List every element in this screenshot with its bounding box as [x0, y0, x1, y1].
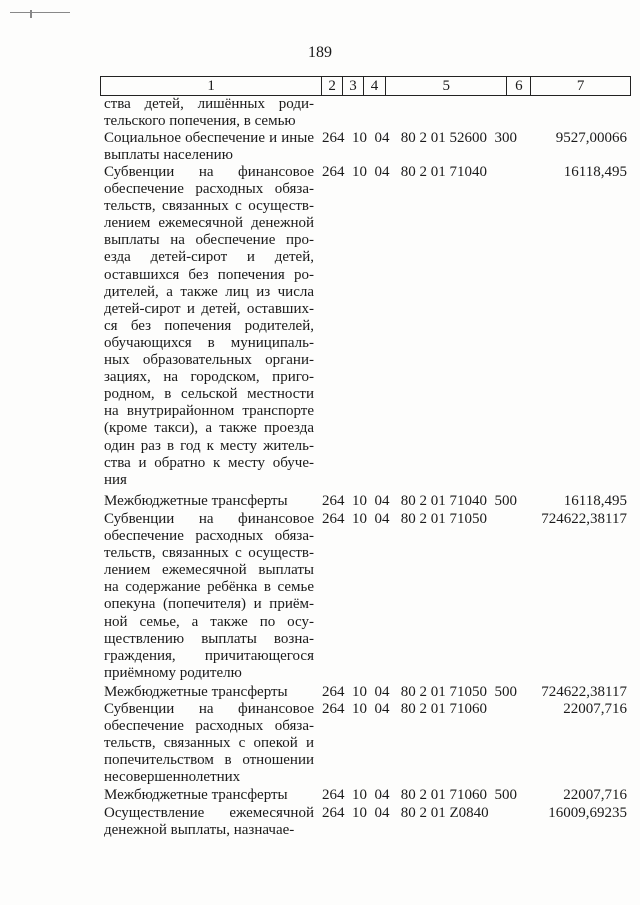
- row-amount: 22007,716: [563, 787, 627, 803]
- header-col-2: 2: [322, 77, 343, 95]
- row-description: Субвенции на финансовое обеспечение расходных обяза-тельств, связанных с осуществ-лением ежемесячной выплаты на содержание ребёнка в семье опекуна (попечителя) и приём-ной семье, а также по осу-ществлению выплаты возна-граждения, причитающегося приёмному родителю: [104, 511, 314, 681]
- header-col-6: 6: [507, 77, 531, 95]
- row-description: Субвенции на финансовое обеспечение расходных обяза-тельств, связанных с опекой и попечительством в отношении несовершеннолетних: [104, 701, 314, 786]
- row-description: Социальное обеспечение и иные выплаты населению: [104, 130, 314, 164]
- row-code: 264 10 04 80 2 01 71060: [322, 701, 487, 717]
- header-col-1: 1: [101, 77, 322, 95]
- row-description: Субвенции на финансовое обеспечение расходных обяза-тельств, связанных с осуществ-лением ежемесячной денежной выплаты на обеспечение про-езда детей-сирот и детей, оставшихся без попечения ро-дителей, а также лиц из числа детей-сирот и детей, оставших-ся без попечения родителей, обучающихся в муниципаль-ных образовательных органи-зациях, на городском, приго-родном, в сельской местности на внутрирайонном транспорте (кроме такси), а также проезда один раз в год к месту житель-ства и обратно к месту обуче-ния: [104, 164, 314, 488]
- row-description: ства детей, лишённых роди-тельского попечения, в семью: [104, 96, 314, 130]
- row-description: Межбюджетные трансферты: [104, 493, 288, 509]
- row-amount: 724622,38117: [541, 684, 627, 700]
- row-amount: 9527,00066: [555, 130, 627, 146]
- row-amount: 22007,716: [563, 701, 627, 717]
- row-description: Межбюджетные трансферты: [104, 787, 288, 803]
- row-code: 264 10 04 80 2 01 71050: [322, 511, 487, 527]
- page-number: 189: [308, 44, 332, 61]
- row-amount: 16009,69235: [548, 805, 627, 821]
- header-col-5: 5: [386, 77, 508, 95]
- table-header: [100, 76, 631, 96]
- row-amount: 16118,495: [563, 493, 627, 509]
- row-code: 264 10 04 80 2 01 52600 300: [322, 130, 517, 146]
- header-col-4: 4: [364, 77, 386, 95]
- row-code: 264 10 04 80 2 01 71060 500: [322, 787, 517, 803]
- header-col-3: 3: [343, 77, 364, 95]
- row-description: Осуществление ежемесячной денежной выплаты, назначае-: [104, 805, 314, 839]
- row-amount: 724622,38117: [541, 511, 627, 527]
- row-description: Межбюджетные трансферты: [104, 684, 288, 700]
- row-code: 264 10 04 80 2 01 Z0840: [322, 805, 489, 821]
- row-code: 264 10 04 80 2 01 71050 500: [322, 684, 517, 700]
- scan-artifact: [30, 10, 32, 18]
- row-amount: 16118,495: [563, 164, 627, 180]
- scan-artifact: [10, 12, 70, 13]
- header-col-7: 7: [576, 78, 585, 94]
- row-code: 264 10 04 80 2 01 71040 500: [322, 493, 517, 509]
- row-code: 264 10 04 80 2 01 71040: [322, 164, 487, 180]
